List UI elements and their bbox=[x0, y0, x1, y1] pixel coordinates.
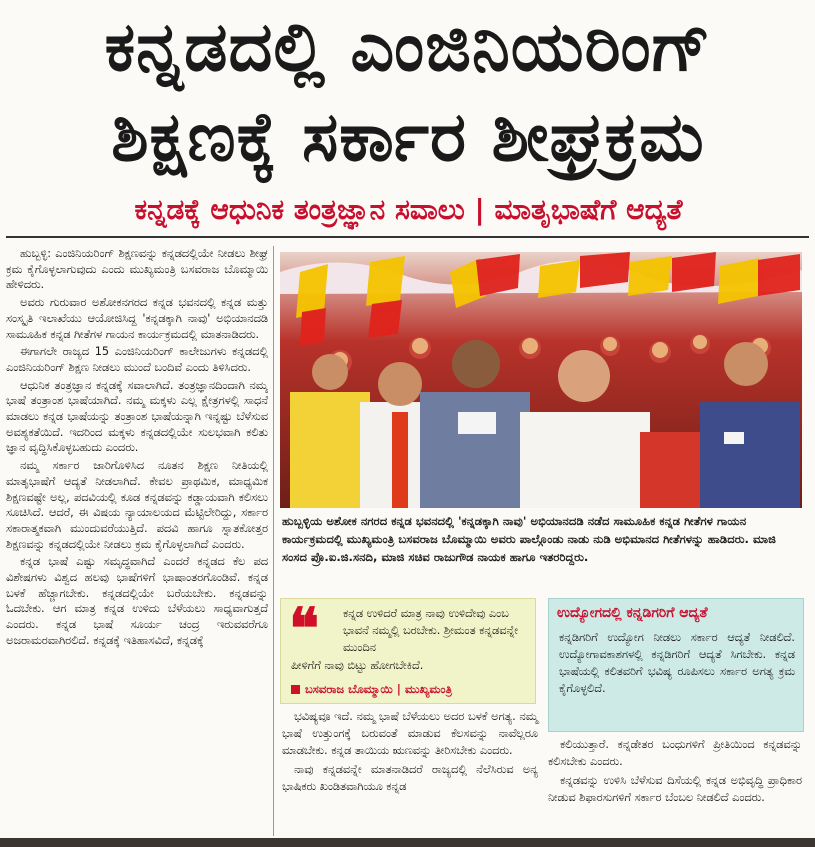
article-column-3 bbox=[548, 736, 802, 808]
pull-quote bbox=[280, 598, 536, 704]
quote-attribution: ಬಸವರಾಜ ಬೊಮ್ಮಾಯಿ | ಮುಖ್ಯಮಂತ್ರಿ bbox=[291, 681, 531, 697]
paragraph: ಹುಬ್ಬಳ್ಳಿ: ಎಂಜಿನಿಯರಿಂಗ್ ಶಿಕ್ಷಣವನ್ನು ಕನ್ನಡದಲ್ಲಿಯೇ ನೀಡಲು ಶೀಘ್ರ ಕ್ರಮ ಕೈಗೊಳ್ಳಲಾಗುವುದು ಎಂದು ಮುಖ್ಯಮಂತ್ರಿ ಬಸವರಾಜ ಬೊಮ್ಮಾಯಿ ಹೇಳಿದರು. bbox=[6, 247, 268, 292]
paragraph: ಕನ್ನಡ ಭಾಷೆ ಎಷ್ಟು ಸಮೃದ್ಧವಾಗಿದೆ ಎಂದರೆ ಕನ್ನಡದ ಕೆಲ ಪದ ವಿಶೇಷಗಳು ವಿಶ್ವದ ಹಲವು ಭಾಷೆಗಳಿಗೆ ಭಾಷಾಂತರಗೊಂಡಿವೆ. ಕನ್ನಡ ಬಳಕೆ ಹೆಚ್ಚಾಗಬೇಕು. ಕನ್ನಡದಲ್ಲಿಯೇ ಬರೆಯಬೇಕು. ಕನ್ನಡವನ್ನು ಓದಬೇಕು. ಆಗ ಮಾತ್ರ ಕನ್ನಡ ಉಳಿದು ಬೆಳೆಯಲು ಸಾಧ್ಯವಾಗುತ್ತದೆ ಎಂದರು. ಕನ್ನಡ ಭಾಷೆ ಸೂರ್ಯ ಚಂದ್ರ ಇರುವವರೆಗೂ ಅಜರಾಮರವಾಗಿರಲಿದೆ. ಕನ್ನಡಕ್ಕೆ ಇತಿಹಾಸವಿದೆ, ಕನ್ನಡಕ್ಕೆ bbox=[6, 555, 268, 647]
divider bbox=[6, 236, 809, 238]
paragraph: ಭವಿಷ್ಯವೂ ಇದೆ. ನಮ್ಮ ಭಾಷೆ ಬೆಳೆಯಲು ಅದರ ಬಳಕೆ ಅಗತ್ಯ. ನಮ್ಮ ಭಾಷೆ ಉತ್ತುಂಗಕ್ಕೆ ಬರುವಂತೆ ಮಾಡುವ ಕೆಲಸವನ್ನು ನಾವೆಲ್ಲರೂ ಮಾಡಬೇಕು. ಕನ್ನಡ ತಾಯಿಯ ಋಣವನ್ನು ತೀರಿಸಬೇಕು ಎಂದರು. bbox=[282, 710, 538, 757]
paragraph: ನಮ್ಮ ಸರ್ಕಾರ ಜಾರಿಗೊಳಿಸಿದ ನೂತನ ಶಿಕ್ಷಣ ನೀತಿಯಲ್ಲಿ ಮಾತೃಭಾಷೆಗೆ ಆದ್ಯತೆ ನೀಡಲಾಗಿದೆ. ಕೇವಲ ಪ್ರಾಥಮಿಕ, ಮಾಧ್ಯಮಿಕ ಶಿಕ್ಷಣವಷ್ಟೇ ಅಲ್ಲ, ಪದವಿಯಲ್ಲಿ ಕೂಡ ಕನ್ನಡವನ್ನು ಕಡ್ಡಾಯವಾಗಿ ಕಲಿಸಲು ಸೂಚಿಸಿದೆ. ಆದರೆ, ಈ ವಿಷಯ ನ್ಯಾಯಾಲಯದ ಮೆಟ್ಟಿಲೇರಿದ್ದು, ಸರ್ಕಾರ ಸಕಾರಾತ್ಮಕವಾಗಿ ಮುಂದುವರೆಯುತ್ತಿದೆ. ಪದವಿ ಹಾಗೂ ಸ್ನಾತಕೋತ್ತರ ಶಿಕ್ಷಣವನ್ನು ಕನ್ನಡದಲ್ಲಿಯೇ ನೀಡಲು ಕ್ರಮ ಕೈಗೊಳ್ಳಲಾಗಿದೆ ಎಂದರು. bbox=[6, 459, 268, 551]
quote-role: ಮುಖ್ಯಮಂತ್ರಿ bbox=[404, 682, 453, 696]
paragraph: ಈಗಾಗಲೇ ರಾಜ್ಯದ 15 ಎಂಜಿನಿಯರಿಂಗ್ ಕಾಲೇಜುಗಳು ಕನ್ನಡದಲ್ಲಿ ಎಂಜಿನಿಯರಿಂಗ್ ಶಿಕ್ಷಣ ನೀಡಲು ಮುಂದೆ ಬಂದಿವೆ ಎಂದು ತಿಳಿಸಿದರು. bbox=[6, 345, 268, 374]
sidebar-box-text: ಕನ್ನಡಿಗರಿಗೆ ಉದ್ಯೋಗ ನೀಡಲು ಸರ್ಕಾರ ಆದ್ಯತೆ ನೀಡಲಿದೆ. ಉದ್ಯೋಗಾವಕಾಶಗಳಲ್ಲಿ ಕನ್ನಡಿಗರಿಗೆ ಆದ್ಯತೆ ಸಿಗಬೇಕು. ಕನ್ನಡ ಭಾಷೆಯಲ್ಲಿ ಕಲಿತವರಿಗೆ ಭವಿಷ್ಯ ರೂಪಿಸಲು ಸರ್ಕಾರ ಅಗತ್ಯ ಕ್ರಮ ಕೈಗೊಳ್ಳಲಿದೆ. bbox=[559, 631, 795, 695]
quote-text-1 bbox=[343, 605, 529, 656]
square-bullet-icon bbox=[291, 685, 300, 694]
photo-caption: ಹುಬ್ಬಳ್ಳಿಯ ಅಶೋಕ ನಗರದ ಕನ್ನಡ ಭವನದಲ್ಲಿ 'ಕನ್ನಡಕ್ಕಾಗಿ ನಾವು' ಅಭಿಯಾನದಡಿ ನಡೆದ ಸಾಮೂಹಿಕ ಕನ್ನಡ ಗೀತೆಗಳ ಗಾಯನ ಕಾರ್ಯಕ್ರಮದಲ್ಲಿ ಮುಖ್ಯಮಂತ್ರಿ ಬಸವರಾಜ ಬೊಮ್ಮಾಯಿ ಅವರು ಪಾಲ್ಗೊಂಡು ನಾಡು ನುಡಿ ಅಭಿಮಾನದ ಗೀತೆಗಳನ್ನು ಹಾಡಿದರು. ಮಾಜಿ ಸಂಸದ ಪ್ರೊ.ಐ.ಜಿ.ಸನದಿ, ಮಾಜಿ ಸಚಿವ ರಾಜುಗೌಡ ನಾಯಕ ಹಾಗೂ ಇತರರಿದ್ದರು. bbox=[282, 514, 776, 564]
bottom-border bbox=[0, 838, 815, 847]
quote-line: ಕನ್ನಡ ಉಳಿದರೆ ಮಾತ್ರ ನಾವು bbox=[343, 607, 445, 620]
quote-speaker: ಬಸವರಾಜ ಬೊಮ್ಮಾಯಿ bbox=[305, 682, 393, 696]
article-column-2 bbox=[282, 708, 538, 797]
quote-text-2: ಪೀಳಿಗೆಗೆ ನಾವು ಬಿಟ್ಟು ಹೋಗಬೇಕಿದೆ. bbox=[291, 659, 424, 672]
event-photo-illustration bbox=[280, 252, 802, 508]
headline-line-2: ಶಿಕ್ಷಣಕ್ಕೆ ಸರ್ಕಾರ ಶೀಘ್ರಕ್ರಮ bbox=[111, 98, 705, 177]
paragraph: ಅವರು ಗುರುವಾರ ಅಶೋಕನಗರದ ಕನ್ನಡ ಭವನದಲ್ಲಿ ಕನ್ನಡ ಮತ್ತು ಸಂಸ್ಕೃತಿ ಇಲಾಖೆಯು ಆಯೋಜಿಸಿದ್ದ 'ಕನ್ನಡಕ್ಕಾಗಿ ನಾವು' ಅಭಿಯಾನದಡಿ ಸಾಮೂಹಿಕ ಕನ್ನಡ ಗೀತೆಗಳ ಗಾಯನ ಕಾರ್ಯಕ್ರಮದಲ್ಲಿ ಮಾತನಾಡಿದರು. bbox=[6, 296, 268, 341]
sidebar-box-title: ಉದ್ಯೋಗದಲ್ಲಿ ಕನ್ನಡಿಗರಿಗೆ ಆದ್ಯತೆ bbox=[557, 605, 708, 621]
sidebar-box bbox=[548, 598, 804, 732]
paragraph: ಆಧುನಿಕ ತಂತ್ರಜ್ಞಾನ ಕನ್ನಡಕ್ಕೆ ಸವಾಲಾಗಿದೆ. ತಂತ್ರಜ್ಞಾನದಿಂದಾಗಿ ನಮ್ಮ ಭಾಷೆ ತಂತ್ರಾಂಶ ಭಾಷೆಯಾಗಿದೆ. ನಮ್ಮ ಮಕ್ಕಳು ಎಲ್ಲ ಕ್ಷೇತ್ರಗಳಲ್ಲಿ ಸಾಧನೆ ಮಾಡಲು ಕನ್ನಡ ಭಾಷೆಯನ್ನು ತಂತ್ರಾಂಶ ಭಾಷೆಯನ್ನಾಗಿ ಇನ್ನಷ್ಟು ಬೆಳೆಸುವ ಅವಶ್ಯಕತೆಯಿದೆ. ಇದರಿಂದ ಮಕ್ಕಳು ಕನ್ನಡದಲ್ಲಿಯೇ ಸುಲಭವಾಗಿ ಕಲಿತು ಜ್ಞಾನ ವೃದ್ಧಿಸಿಕೊಳ್ಳಬಹುದು ಎಂದರು. bbox=[6, 378, 268, 455]
paragraph: ಕಲಿಯುತ್ತಾರೆ. ಕನ್ನಡೇತರ ಬಂಧುಗಳಿಗೆ ಪ್ರೀತಿಯಿಂದ ಕನ್ನಡವನ್ನು ಕಲಿಸಬೇಕು ಎಂದರು. bbox=[548, 738, 802, 768]
event-photo bbox=[280, 252, 802, 508]
quote-line: ಉಳಿದೇವು ಎಂಬ ಭಾವನೆ ನಮ್ಮಲ್ಲಿ ಬರಬೇಕು. ಶ್ರೀಮಂತ ಕನ್ನಡವನ್ನೇ ಮುಂದಿನ bbox=[343, 607, 518, 654]
column-divider bbox=[273, 246, 274, 836]
subheadline: ಕನ್ನಡಕ್ಕೆ ಆಧುನಿಕ ತಂತ್ರಜ್ಞಾನ ಸವಾಲು | ಮಾತೃಭಾಷೆಗೆ ಆದ್ಯತೆ bbox=[134, 193, 683, 226]
headline-line-1: ಕನ್ನಡದಲ್ಲಿ ಎಂಜಿನಿಯರಿಂಗ್ bbox=[104, 8, 712, 87]
article-column-1 bbox=[6, 246, 268, 836]
paragraph: ನಾವು ಕನ್ನಡವನ್ನೇ ಮಾತನಾಡಿದರೆ ರಾಜ್ಯದಲ್ಲಿ ನೆಲೆಸಿರುವ ಅನ್ಯ ಭಾಷಿಕರು ಖಂಡಿತವಾಗಿಯೂ ಕನ್ನಡ bbox=[282, 763, 538, 793]
paragraph: ಕನ್ನಡವನ್ನು ಉಳಿಸಿ ಬೆಳೆಸುವ ದಿಸೆಯಲ್ಲಿ ಕನ್ನಡ ಅಭಿವೃದ್ಧಿ ಪ್ರಾಧಿಕಾರ ನೀಡುವ ಶಿಫಾರಸುಗಳಿಗೆ ಸರ್ಕಾರ ಬೆಂಬಲ ನೀಡಲಿದೆ ಎಂದರು. bbox=[548, 774, 802, 804]
quote-mark-icon: ❝ bbox=[289, 596, 320, 662]
